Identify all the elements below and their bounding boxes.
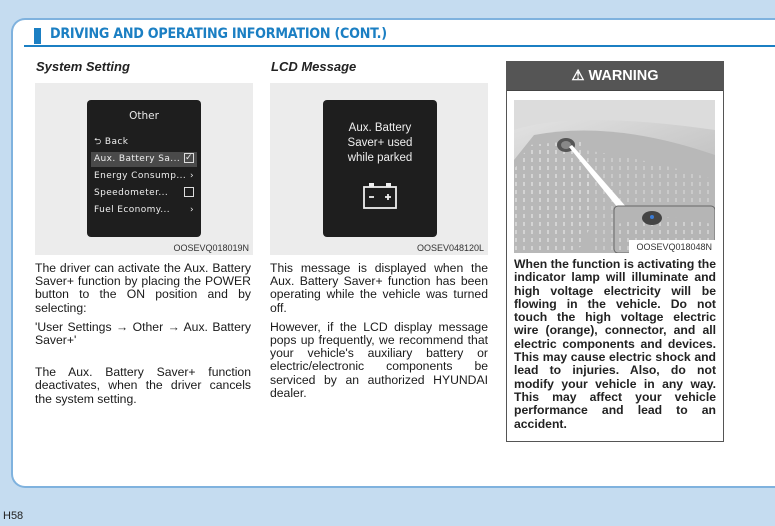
system-setting-heading: System Setting — [36, 59, 130, 74]
menu-item-energy[interactable] — [91, 169, 197, 184]
warning-box — [506, 61, 724, 442]
system-setting-figure — [35, 83, 253, 255]
lcd-message-body — [270, 262, 488, 406]
menu-item-label: Aux. Battery Sa... — [94, 154, 181, 164]
figure-code: OOSEVQ018019N — [173, 243, 249, 253]
menu-item-aux-battery[interactable] — [91, 152, 197, 167]
paragraph: This message is displayed when the Aux. Battery Saver+ function has been operating while the vehicle was turned off. — [270, 261, 488, 315]
chevron-right-icon: › — [190, 171, 194, 181]
lcd-line: Aux. Battery — [348, 122, 412, 134]
lcd-message-figure — [270, 83, 488, 255]
lcd-message-screen — [323, 100, 437, 237]
back-arrow-icon: ⮌ — [94, 137, 102, 147]
chevron-right-icon: › — [190, 205, 194, 215]
lcd-line: while parked — [347, 152, 413, 164]
menu-title: Other — [129, 110, 159, 122]
section-marker — [34, 28, 41, 44]
figure-code: OOSEV048120L — [416, 243, 484, 253]
cluster-menu-screen — [87, 100, 201, 237]
system-setting-body — [35, 262, 251, 412]
figure-code: OOSEVQ018048N — [636, 242, 712, 252]
menu-back-label: Back — [104, 137, 129, 147]
warning-text: When the function is activating the indicator lamp will illuminate and high voltage electricity will be flowing in the vehicle. Do not touch the high voltage electric wire (orange), connector, and all electric components and devices. This may cause electric shock and lead to injuries. Also, do not modify your vehicle in any way. This may affect your vehicle performance and lead to an accident. — [514, 257, 716, 431]
warning-title: WARNING — [588, 68, 659, 84]
menu-back[interactable] — [91, 135, 197, 150]
lcd-message-heading: LCD Message — [271, 59, 357, 74]
warning-header — [507, 62, 723, 91]
menu-item-fuel[interactable] — [91, 203, 197, 218]
lcd-line: Saver+ used — [347, 137, 413, 149]
section-header — [24, 27, 775, 47]
lcd-message-text — [323, 121, 437, 166]
paragraph: 'User Settings → Other → Aux. Battery Saver+' — [35, 319, 251, 348]
paragraph: However, if the LCD display message pops up frequently, we recommend that your vehicle's auxiliary battery or electric/electronic components be serviced by an authorized HYUNDAI dealer. — [270, 319, 488, 400]
checkbox-unchecked-icon[interactable] — [184, 186, 194, 201]
menu-item-label: Fuel Economy... — [94, 205, 171, 215]
menu-item-label: Speedometer... — [94, 188, 169, 198]
paragraph: The driver can activate the Aux. Battery Saver+ function by placing the POWER button to the ON position and by selecting: — [35, 261, 251, 315]
checkbox-checked-icon[interactable]: ✓ — [185, 152, 193, 163]
battery-icon — [360, 180, 400, 210]
warning-triangle-icon: ⚠ — [571, 68, 585, 84]
page-number: H58 — [3, 510, 24, 522]
menu-item-speedometer[interactable] — [91, 186, 197, 201]
vehicle-front-image — [514, 100, 715, 253]
menu-item-label: Energy Consump... — [94, 171, 187, 181]
vehicle-illustration — [514, 100, 715, 253]
paragraph: The Aux. Battery Saver+ function deactivates, when the driver cancels the system setting. — [35, 365, 251, 406]
section-title: DRIVING AND OPERATING INFORMATION (CONT.) — [50, 26, 387, 42]
